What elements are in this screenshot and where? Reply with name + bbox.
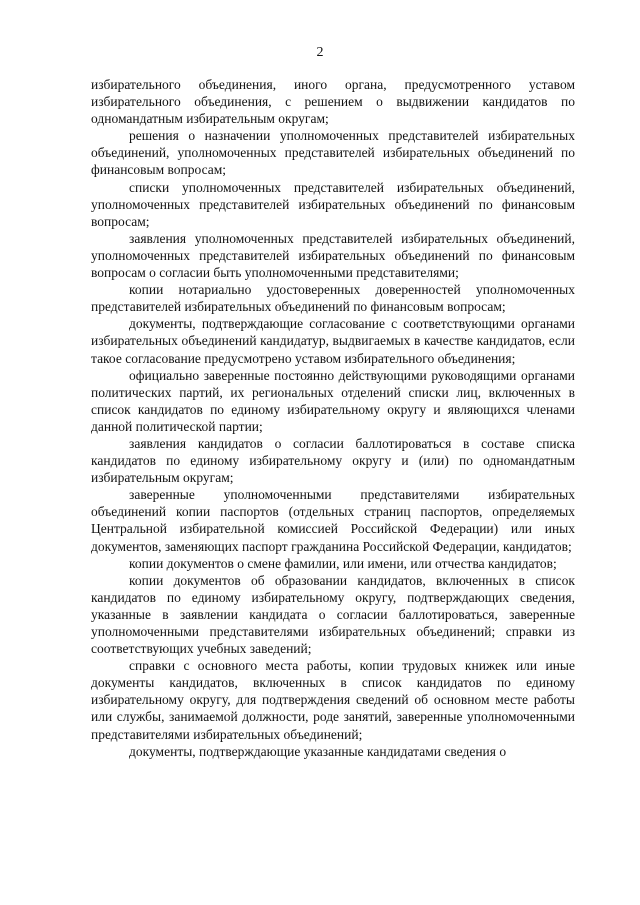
- paragraph-candidate-consent: заявления кандидатов о согласии баллотироваться в составе списка кандидатов по единому избирательному округу и (или) по одномандатным избирательным округам;: [91, 435, 575, 486]
- paragraph-education-documents: копии документов об образовании кандидатов, включенных в список кандидатов по единому избирательному округу, подтверждающих сведения, указанные в заявлении кандидата о согласии баллотироваться, заверенные уполномоченными представителями избирательных объединений; справки из соответствующих учебных заведений;: [91, 572, 575, 657]
- paragraph-representatives-lists: списки уполномоченных представителей избирательных объединений, уполномоченных представителей избирательных объединений по финансовым вопросам;: [91, 179, 575, 229]
- paragraph-candidacy-agreement: документы, подтверждающие согласование с соответствующими органами избирательных объединений кандидатур, выдвигаемых в качестве кандидатов, если такое согласование предусмотрено уставом избирательного объединения;: [91, 316, 575, 366]
- page-number: 2: [316, 45, 324, 60]
- paragraph-notarized-powers: копии нотариально удостоверенных доверенностей уполномоченных представителей избирательных объединений по финансовым вопросам;: [91, 282, 575, 315]
- paragraph-name-change-documents: копии документов о смене фамилии, или имени, или отчества кандидатов;: [129, 555, 557, 571]
- paragraph-decisions-appointment: решения о назначении уполномоченных представителей избирательных объединений, уполномоченных представителей избирательных объединений по финансовым вопросам;: [91, 128, 575, 178]
- paragraph-party-member-lists: официально заверенные постоянно действующими руководящими органами политических партий, их региональных отделений списки лиц, включенных в список кандидатов по единому избирательному округу и являющихся членами данной политической партии;: [91, 367, 575, 434]
- paragraph-employment-certificates: справки с основного места работы, копии трудовых книжек или иные документы кандидатов, включенных в список кандидатов по единому избирательному округу, для подтверждения сведений об основном месте работы или службы, занимаемой должности, роде занятий, заверенные уполномоченными представителями избирательных объединений;: [91, 658, 575, 742]
- paragraph-continuation: избирательного объединения, иного органа, предусмотренного уставом избирательного объединения, с решением о выдвижении кандидатов по одномандатным избирательным округам;: [91, 77, 575, 127]
- paragraph-passport-copies: заверенные уполномоченными представителями избирательных объединений копии паспортов (отдельных страниц паспортов, определяемых Центральной избирательной комиссией Российской Федерации) или иных документов, заменяющих паспорт гражданина Российской Федерации, кандидатов;: [91, 487, 575, 554]
- paragraph-supporting-documents: документы, подтверждающие указанные кандидатами сведения о: [129, 743, 507, 759]
- paragraph-representatives-consent: заявления уполномоченных представителей избирательных объединений, уполномоченных представителей избирательных объединений по финансовым вопросам о согласии быть уполномоченными представителями;: [91, 230, 575, 281]
- document-body: [91, 76, 575, 760]
